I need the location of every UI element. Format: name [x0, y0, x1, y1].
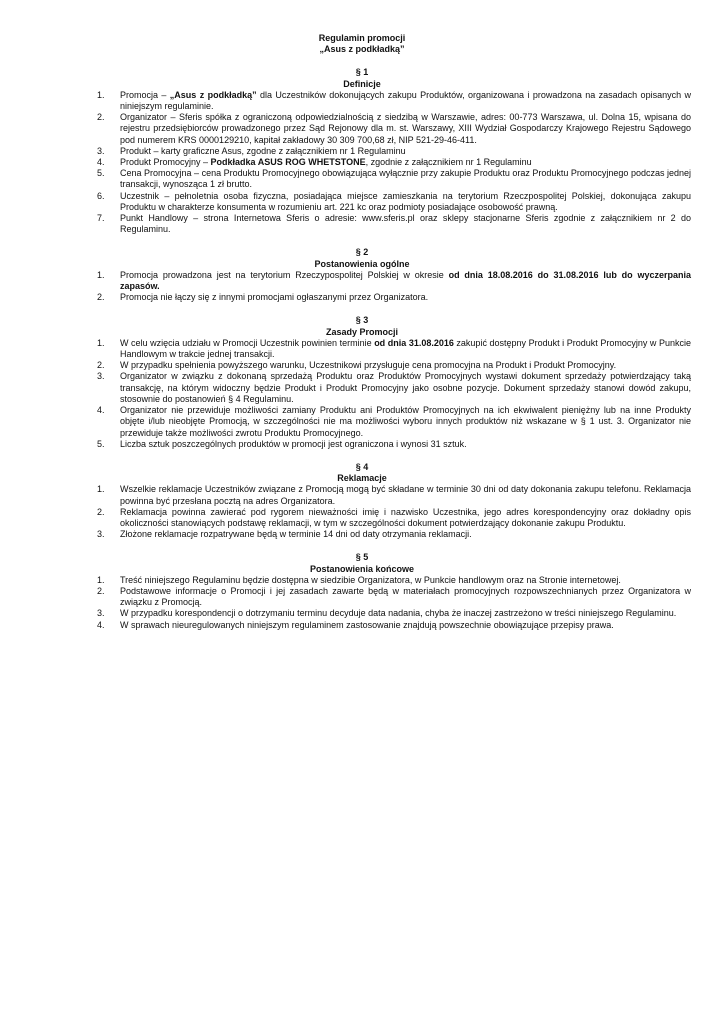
list-item-text: dla Uczestników dokonujących zakupu Produktów, organizowana i prowadzona na zasadach opisanych w niniejszym regulaminie.: [120, 89, 691, 112]
section-heading: Postanowienia końcowe: [309, 563, 415, 574]
list-item: [0, 439, 724, 450]
list-item-number: 4.: [97, 619, 105, 630]
section-2: [0, 247, 724, 303]
document-title-block: [0, 33, 724, 55]
list-item-text: W celu wzięcia udziału w Promocji Uczestnik powinien terminie: [120, 337, 375, 348]
section-heading-block: [0, 315, 724, 337]
section-heading: Reklamacje: [337, 473, 387, 484]
document-title: Regulamin promocji: [318, 33, 406, 43]
section-number: § 2: [355, 247, 369, 258]
list-item-text: Organizator w związku z dokonaną sprzedażą Produktu oraz Produktów Promocyjnych wystawi dokument sprzedaży potwierdzający taką transakcję, na którym widoczny będzie Produkt i Produkt Promocyjny jako osobne pozycje. Dokument sprzedaży stanowi dowód zakupu, stosownie do postanowień § 4 Regulaminu.: [120, 371, 691, 404]
list-item-text: W przypadku spełnienia powyższego warunku, Uczestnikowi przysługuje cena promocyjna na Produkt i Produkt Promocyjny.: [120, 360, 617, 371]
section-number: § 1: [355, 67, 369, 78]
list-item-text: , zgodnie z załącznikiem nr 1 Regulaminu: [365, 157, 532, 168]
list-item-number: 6.: [97, 190, 105, 201]
section-item-list: [0, 90, 724, 236]
list-item-text-bold: od dnia 18.08.2016 do 31.08.2016 lub do wyczerpania zapasów.: [120, 269, 691, 292]
list-item-number: 5.: [97, 438, 105, 449]
list-item-number: 1.: [97, 89, 105, 100]
section-heading-block: [0, 552, 724, 574]
list-item-number: 3.: [97, 529, 105, 540]
section-heading: Definicje: [343, 78, 381, 89]
list-item-number: 3.: [97, 145, 105, 156]
section-number: § 3: [355, 315, 369, 326]
section-heading: Zasady Promocji: [325, 326, 399, 337]
section-number: § 4: [355, 461, 369, 472]
list-item-text-bold: „Asus z podkładką”: [169, 89, 257, 100]
list-item-number: 3.: [97, 371, 105, 382]
list-item-text: Liczba sztuk poszczególnych produktów w promocji jest ograniczona i wynosi 31 sztuk.: [120, 438, 467, 449]
list-item: [0, 507, 724, 529]
list-item-number: 2.: [97, 292, 105, 303]
list-item-number: 1.: [97, 269, 105, 280]
list-item-text: Promocja prowadzona jest na terytorium Rzeczypospolitej Polskiej w okresie: [120, 269, 449, 280]
section-item-list: [0, 575, 724, 631]
list-item-number: 7.: [97, 213, 105, 224]
list-item-text: Wszelkie reklamacje Uczestników związane z Promocją mogą być składane w terminie 30 dni od daty dokonania zakupu telefonu. Reklamacja powinna być przesłana pocztą na adres Organizatora.: [120, 484, 691, 506]
section-4: [0, 462, 724, 540]
list-item-text: Organizator nie przewiduje możliwości zamiany Produktu ani Produktów Promocyjnych na ich ekwiwalent pieniężny lub na inne Produkty objęte i/lub nieobjęte Promocją, w szczególności nie ma możliwości wyboru innych produktów niż wskazane w § 1 ust. 3. Organizator nie przewiduje także możliwości zwrotu Produktu Promocyjnego.: [120, 405, 691, 438]
list-item: [0, 620, 724, 631]
list-item: [0, 484, 724, 506]
list-item: [0, 213, 724, 235]
list-item: [0, 168, 724, 190]
list-item-text-bold: od dnia 31.08.2016: [374, 337, 454, 348]
list-item-number: 3.: [97, 608, 105, 619]
list-item-number: 1.: [97, 337, 105, 348]
section-heading: Postanowienia ogólne: [314, 258, 410, 269]
section-number: § 5: [355, 552, 369, 563]
list-item-text: zakupić dostępny Produkt i Produkt Promocyjny w Punkcie Handlowym w trakcie jednej transakcji.: [120, 337, 691, 360]
section-3: [0, 315, 724, 449]
list-item-text: Produkt Promocyjny –: [120, 157, 211, 168]
section-item-list: [0, 484, 724, 540]
list-item: [0, 608, 724, 619]
section-heading-block: [0, 462, 724, 484]
list-item: [0, 112, 724, 146]
list-item: [0, 270, 724, 292]
list-item: [0, 90, 724, 112]
list-item-text: Cena Promocyjna – cena Produktu Promocyjnego obowiązująca wyłącznie przy zakupie Produktu oraz Produktu Promocyjnego podczas jednej transakcji, wynosząca 1 zł brutto.: [120, 168, 691, 190]
list-item-text: Treść niniejszego Regulaminu będzie dostępna w siedzibie Organizatora, w Punkcie handlowym oraz na Stronie internetowej.: [120, 574, 621, 585]
list-item-number: 2.: [97, 112, 105, 123]
list-item-number: 2.: [97, 585, 105, 596]
list-item: [0, 292, 724, 303]
list-item-text: Promocja nie łączy się z innymi promocjami ogłaszanymi przez Organizatora.: [120, 292, 429, 303]
section-1: [0, 67, 724, 235]
list-item-number: 4.: [97, 157, 105, 168]
list-item: [0, 575, 724, 586]
list-item-text: W przypadku korespondencji o dotrzymaniu terminu decyduje data nadania, chyba że inaczej zastrzeżono w treści niniejszego Regulaminu.: [120, 608, 677, 619]
list-item: [0, 405, 724, 439]
list-item: [0, 146, 724, 157]
list-item: [0, 529, 724, 540]
list-item-number: 1.: [97, 484, 105, 495]
list-item-text: Promocja –: [120, 89, 170, 100]
list-item: [0, 360, 724, 371]
list-item-text: Organizator – Sferis spółka z ograniczoną odpowiedzialnością z siedzibą w Warszawie, adres: 00-773 Warszawa, ul. Dolna 15, wpisana do rejestru przedsiębiorców prowadzonego przez Sąd Rejonowy dla m. st. Warszawy, XIII Wydział Gospodarczy Krajowego Rejestru Sądowego pod numerem KRS 0000129210, kapitał zakładowy 30 309 700,68 zł, NIP 521-29-46-411.: [120, 112, 691, 145]
list-item-text: W sprawach nieuregulowanych niniejszym regulaminem zastosowanie znajdują powszechnie obowiązujące przepisy prawa.: [120, 619, 614, 630]
list-item-text: Podstawowe informacje o Promocji i jej zasadach zawarte będą w materiałach promocyjnych rozpowszechnianych przez Organizatora w związku z Promocją.: [120, 585, 691, 608]
list-item-text: Złożone reklamacje rozpatrywane będą w terminie 14 dni od daty otrzymania reklamacji.: [120, 529, 472, 540]
document-subtitle: „Asus z podkładką”: [319, 44, 405, 55]
section-item-list: [0, 338, 724, 450]
list-item-text: Produkt – karty graficzne Asus, zgodne z załącznikiem nr 1 Regulaminu: [120, 145, 406, 156]
list-item-number: 1.: [97, 574, 105, 585]
list-item-number: 5.: [97, 168, 105, 179]
list-item-text: Punkt Handlowy – strona Internetowa Sferis o adresie: www.sferis.pl oraz sklepy stacjonarne Sferis zgodnie z załącznikiem nr 2 do Regulaminu.: [120, 213, 691, 235]
list-item-text: Uczestnik – pełnoletnia osoba fizyczna, posiadająca miejsce zamieszkania na terytorium Rzeczpospolitej Polskiej, dokonująca zakupu Produktu w charakterze konsumenta w rozumieniu art. 221 kc oraz podmioty posiadające osobowość prawną.: [120, 190, 691, 212]
section-5: [0, 552, 724, 630]
list-item: [0, 191, 724, 213]
list-item-number: 2.: [97, 360, 105, 371]
list-item-number: 4.: [97, 405, 105, 416]
section-item-list: [0, 270, 724, 304]
list-item: [0, 586, 724, 608]
section-heading-block: [0, 247, 724, 269]
list-item: [0, 338, 724, 360]
list-item-number: 2.: [97, 506, 105, 517]
list-item-text-bold: Podkładka ASUS ROG WHETSTONE: [210, 157, 366, 168]
sections-container: [0, 67, 724, 630]
list-item: [0, 157, 724, 168]
section-heading-block: [0, 67, 724, 89]
list-item: [0, 371, 724, 405]
list-item-text: Reklamacja powinna zawierać pod rygorem nieważności imię i nazwisko Uczestnika, jego adres korespondencyjny oraz dokładny opis okoliczności stanowiących podstawę reklamacji, w tym w szczególności dokument potwierdzający dokonanie zakupu Produktu.: [120, 506, 691, 528]
